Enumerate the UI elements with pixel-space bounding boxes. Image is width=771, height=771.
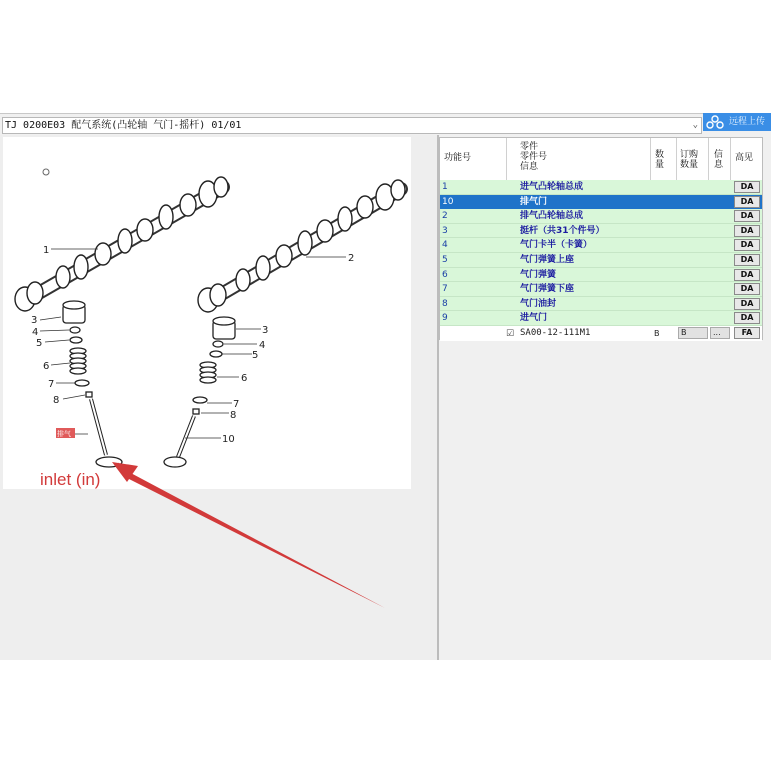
row-name[interactable]: 气门卡半（卡簧） <box>520 240 593 251</box>
header-info[interactable]: 信息 <box>714 150 724 170</box>
title-bar <box>0 113 771 135</box>
row-name[interactable]: 气门弹簧 <box>520 269 557 280</box>
callout-10[interactable]: 10 <box>222 434 235 445</box>
detail-order-field[interactable]: B <box>678 327 708 339</box>
table-row[interactable] <box>440 209 762 224</box>
row-name[interactable]: 气门弹簧上座 <box>520 255 575 265</box>
table-row[interactable] <box>440 297 762 312</box>
callout-6-right[interactable]: 6 <box>241 373 248 384</box>
table-row[interactable] <box>440 253 762 268</box>
remote-upload-label: 远程上传 <box>729 117 766 127</box>
col-separator[interactable] <box>676 138 677 180</box>
row-num: 7 <box>442 284 448 295</box>
callout-4-right[interactable]: 4 <box>259 340 266 351</box>
table-row[interactable] <box>440 224 762 239</box>
callout-7-right[interactable]: 7 <box>233 399 240 410</box>
highlight-label: 排气 <box>57 430 71 438</box>
remote-upload-button[interactable] <box>703 113 771 131</box>
row-num: 3 <box>442 225 448 236</box>
callout-8-left[interactable]: 8 <box>53 395 60 406</box>
callout-6-left[interactable]: 6 <box>43 361 50 372</box>
part-number[interactable]: SA00-12-111M1 <box>520 328 591 338</box>
header-order-qty[interactable]: 订购数量 <box>680 150 699 170</box>
header-func-no[interactable]: 功能号 <box>444 153 472 163</box>
callout-5-left[interactable]: 5 <box>36 338 43 349</box>
table-row-selected[interactable] <box>440 195 762 210</box>
intake-camshaft[interactable] <box>15 177 228 311</box>
intake-valve-stack[interactable] <box>63 301 122 467</box>
table-row[interactable] <box>440 311 762 326</box>
callout-4-left[interactable]: 4 <box>32 327 39 338</box>
table-row[interactable] <box>440 282 762 297</box>
row-num: 1 <box>442 182 448 192</box>
col-separator[interactable] <box>730 138 731 180</box>
header-part[interactable]: 零件 零件号 信息 <box>520 142 548 172</box>
bottom-blank <box>0 660 771 771</box>
row-num: 10 <box>442 196 454 207</box>
row-num: 9 <box>442 313 448 324</box>
diagram-select-value: TJ 0200E03 配气系统(凸轮轴 气门-摇杆) 01/01 <box>5 120 242 131</box>
table-row[interactable] <box>440 268 762 283</box>
parts-diagram[interactable] <box>3 137 411 489</box>
row-name[interactable]: 气门弹簧下座 <box>520 284 575 295</box>
inlet-annotation: inlet (in) <box>40 470 101 489</box>
table-row-detail[interactable] <box>440 326 762 341</box>
diagram-select[interactable] <box>2 117 702 134</box>
row-view-button[interactable]: DA <box>734 269 760 281</box>
callout-8-right[interactable]: 8 <box>230 410 237 421</box>
table-row[interactable] <box>440 180 762 195</box>
row-view-button[interactable]: FA <box>734 327 760 339</box>
row-view-button[interactable]: DA <box>734 210 760 222</box>
col-separator[interactable] <box>650 138 651 180</box>
row-view-button[interactable]: DA <box>734 312 760 324</box>
detail-qty: B <box>654 329 660 338</box>
chevron-down-icon[interactable]: ⌄ <box>692 120 698 130</box>
row-num: 4 <box>442 240 448 251</box>
row-num: 2 <box>442 211 448 222</box>
row-view-button[interactable]: DA <box>734 239 760 251</box>
row-name[interactable]: 气门油封 <box>520 298 557 309</box>
table-row[interactable] <box>440 238 762 253</box>
row-name[interactable]: 挺杆（共31个件号） <box>520 225 605 236</box>
col-separator[interactable] <box>708 138 709 180</box>
exhaust-camshaft[interactable] <box>198 180 405 312</box>
callout-7-left[interactable]: 7 <box>48 379 55 390</box>
target-icon <box>43 169 49 175</box>
row-num: 5 <box>442 255 448 265</box>
row-view-button[interactable]: DA <box>734 181 760 193</box>
row-view-button[interactable]: DA <box>734 298 760 310</box>
header-qty[interactable]: 数量 <box>655 150 665 170</box>
callout-3-right[interactable]: 3 <box>262 325 269 336</box>
row-name[interactable]: 排气门 <box>520 196 548 207</box>
row-name[interactable]: 进气凸轮轴总成 <box>520 182 584 192</box>
row-view-button[interactable]: DA <box>734 254 760 266</box>
col-separator[interactable] <box>506 138 507 180</box>
row-name[interactable]: 进气门 <box>520 313 548 324</box>
row-view-button[interactable]: DA <box>734 196 760 208</box>
detail-more-button[interactable]: ... <box>710 327 730 339</box>
row-view-button[interactable]: DA <box>734 283 760 295</box>
cloud-share-icon <box>706 115 724 129</box>
header-view[interactable]: 高见 <box>735 153 754 163</box>
row-num: 8 <box>442 298 448 309</box>
callout-3-left[interactable]: 3 <box>31 315 38 326</box>
checkbox-icon[interactable]: ☑ <box>506 329 515 339</box>
row-view-button[interactable]: DA <box>734 225 760 237</box>
parts-table <box>439 137 763 340</box>
callout-5-right[interactable]: 5 <box>252 350 259 361</box>
callout-2[interactable]: 2 <box>348 253 355 264</box>
row-name[interactable]: 排气凸轮轴总成 <box>520 211 584 222</box>
callout-1[interactable]: 1 <box>43 245 50 256</box>
row-num: 6 <box>442 269 448 280</box>
